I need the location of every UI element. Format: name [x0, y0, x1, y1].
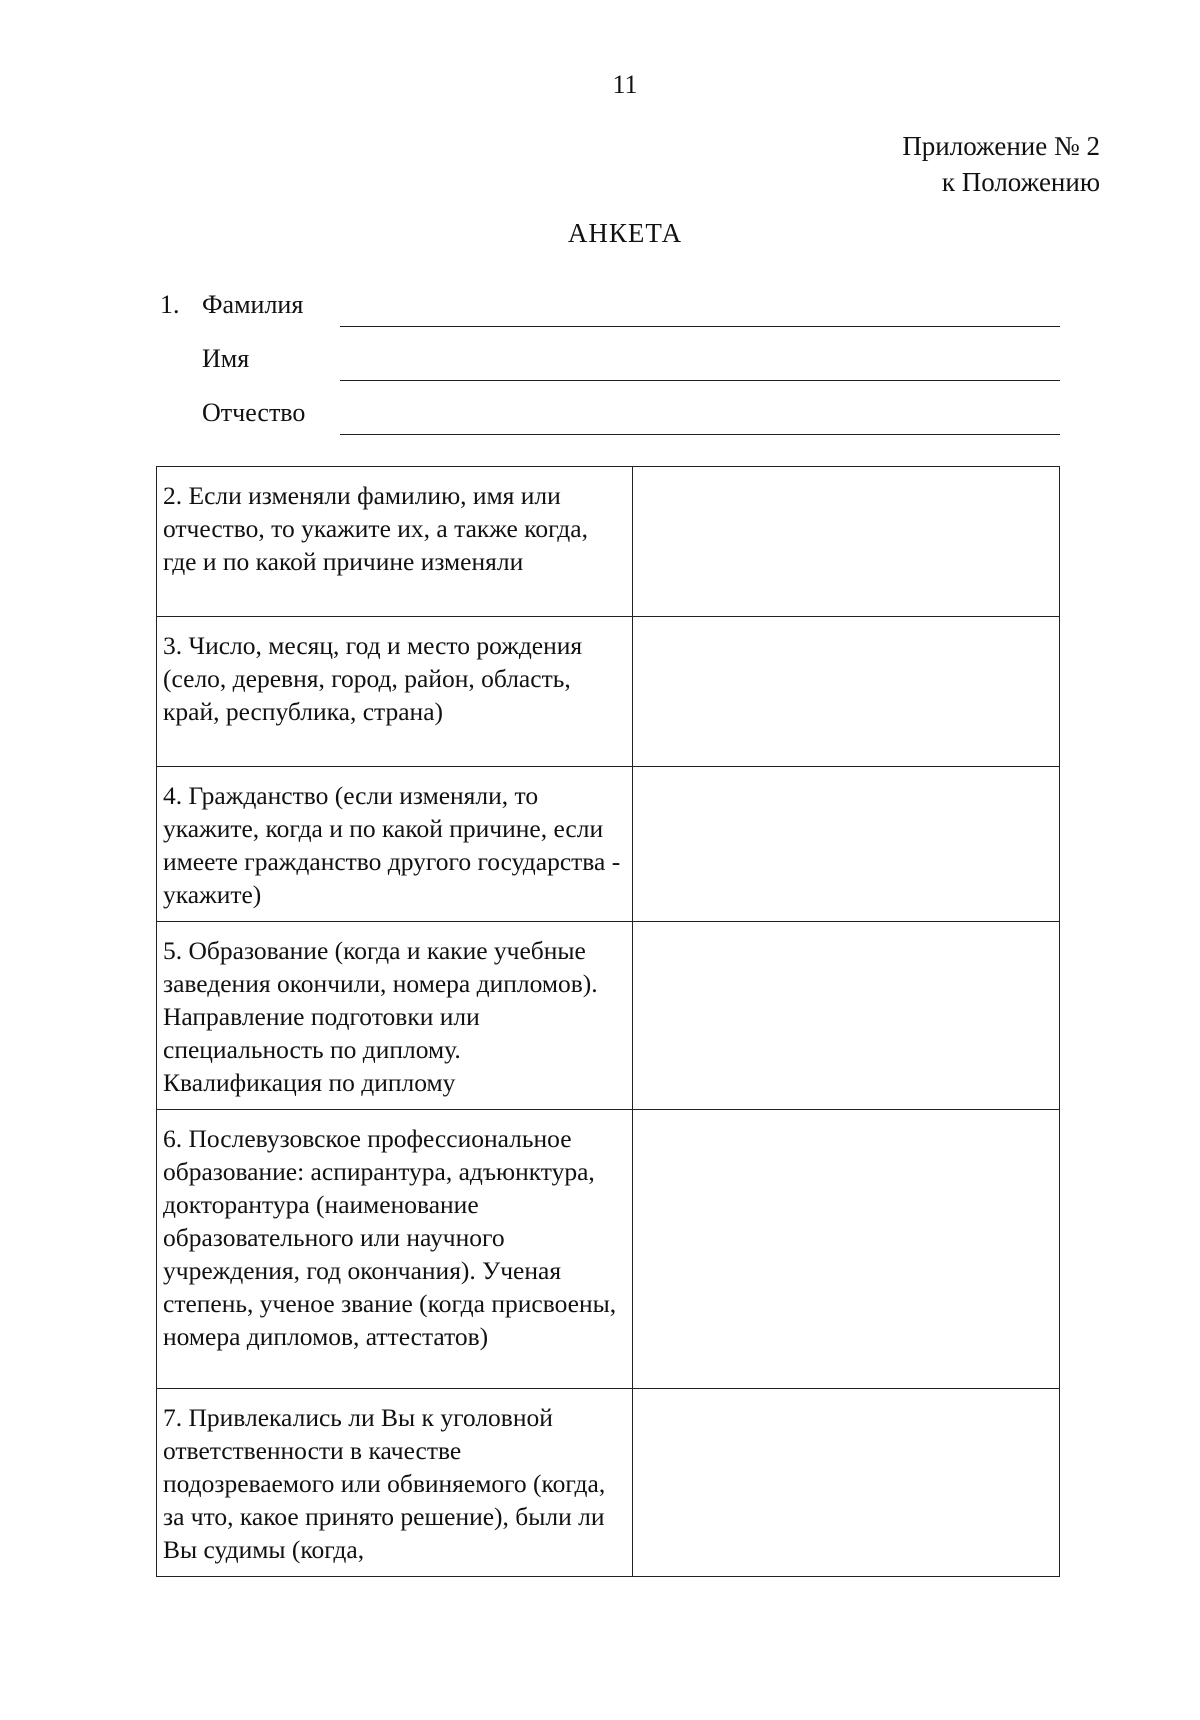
first-name-row — [160, 344, 1060, 384]
form-title: АНКЕТА — [567, 218, 683, 248]
surname-label: Фамилия — [202, 290, 304, 319]
first-name-label: Имя — [202, 344, 250, 373]
table-row — [157, 922, 1060, 1110]
answer-cell[interactable] — [633, 1389, 1060, 1577]
table-row — [157, 767, 1060, 922]
question-text: 7. Привлекались ли Вы к уголовной ответственности в качестве подозреваемого или обвиняемого (когда, за что, какое принято решение), были ли Вы судимы (когда, — [157, 1389, 633, 1577]
patronymic-field[interactable] — [340, 434, 1060, 435]
table-row — [157, 467, 1060, 617]
question-text: 4. Гражданство (если изменяли, то укажите, когда и по какой причине, если имеете гражданство другого государства - укажите) — [157, 767, 633, 922]
first-name-field[interactable] — [340, 380, 1060, 381]
questionnaire-table — [156, 466, 1060, 1577]
question-text: 2. Если изменяли фамилию, имя или отчество, то укажите их, а также когда, где и по какой причине изменяли — [157, 467, 633, 617]
answer-cell[interactable] — [633, 922, 1060, 1110]
table-row — [157, 617, 1060, 767]
surname-field[interactable] — [340, 326, 1060, 327]
question-text: 5. Образование (когда и какие учебные заведения окончили, номера дипломов). Направление подготовки или специальность по диплому. Квалификация по диплому — [157, 922, 633, 1110]
appendix-line-2: к Положению — [941, 167, 1100, 197]
patronymic-row — [160, 398, 1060, 438]
answer-cell[interactable] — [633, 467, 1060, 617]
surname-row — [160, 290, 1060, 330]
answer-cell[interactable] — [633, 1110, 1060, 1389]
appendix-reference — [902, 128, 1100, 200]
page-number: 11 — [612, 70, 638, 99]
answer-cell[interactable] — [633, 767, 1060, 922]
answer-cell[interactable] — [633, 617, 1060, 767]
question-text: 3. Число, месяц, год и место рождения (село, деревня, город, район, область, край, республика, страна) — [157, 617, 633, 767]
question-number: 1. — [160, 290, 180, 319]
question-text: 6. Послевузовское профессиональное образование: аспирантура, адъюнктура, докторантура (наименование образовательного или научного учреждения, год окончания). Ученая степень, ученое звание (когда присвоены, номера дипломов, аттестатов) — [157, 1110, 633, 1389]
patronymic-label: Отчество — [202, 398, 306, 427]
table-row — [157, 1389, 1060, 1577]
appendix-line-1: Приложение № 2 — [902, 131, 1100, 161]
table-row — [157, 1110, 1060, 1389]
